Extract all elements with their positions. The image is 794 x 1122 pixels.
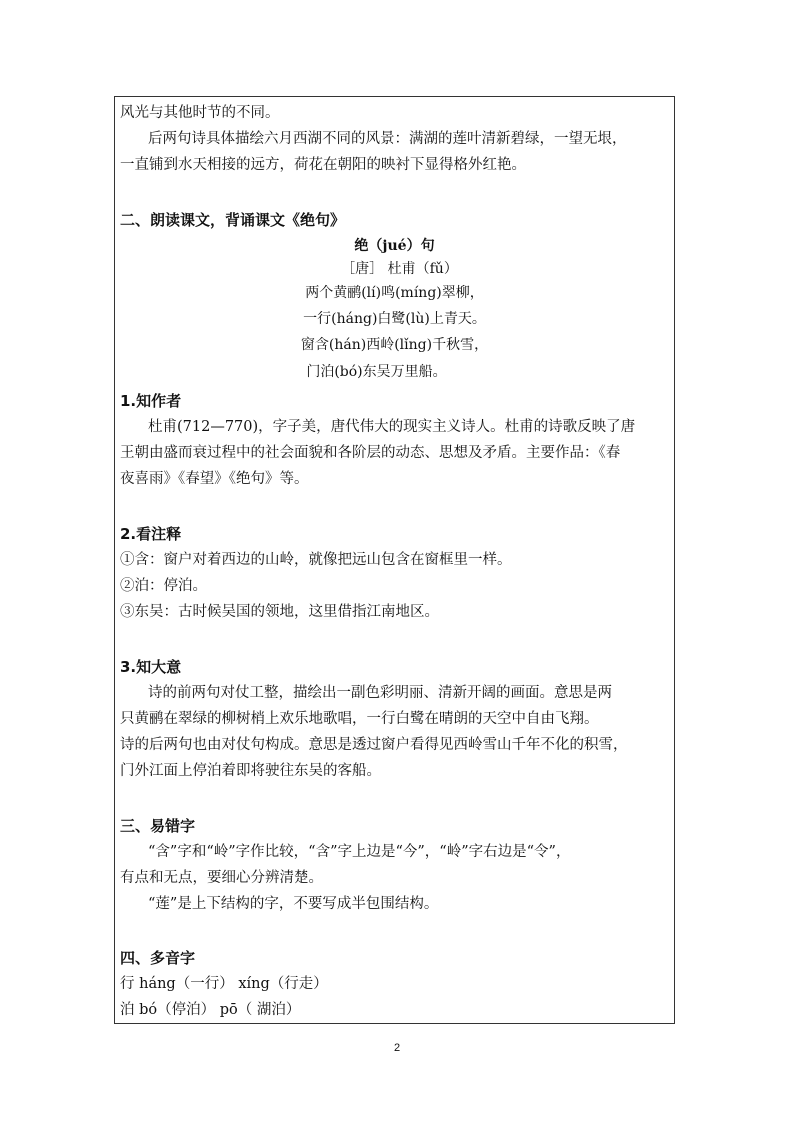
page-number: 2 (393, 1042, 401, 1054)
note-item: ①含：窗户对着西边的山岭，就像把远山包含在窗框里一样。 (120, 552, 512, 568)
poem-line: 窗含(hán)西岭(lǐng)千秋雪， (300, 337, 489, 353)
intro-line: 后两句诗具体描绘六月西湖不同的风景：满湖的莲叶清新碧绿，一望无垠， (148, 131, 627, 147)
meaning-line: 只黄鹂在翠绿的柳树梢上欢乐地歌唱，一行白鹭在晴朗的天空中自由飞翔。 (120, 711, 599, 727)
typo-line: 有点和无点，要细心分辨清楚。 (120, 870, 323, 886)
intro-line: 一直铺到水天相接的远方，荷花在朝阳的映衬下显得格外红艳。 (120, 157, 526, 173)
author-line: 夜喜雨》《春望》《绝句》等。 (120, 471, 309, 487)
section-heading-polyphone: 四、多音字 (120, 949, 196, 967)
polyphone-line: 泊 bó（停泊） pō（ 湖泊） (120, 1002, 301, 1018)
meaning-line: 门外江面上停泊着即将驶往东吴的客船。 (120, 763, 381, 779)
intro-line: 风光与其他时节的不同。 (120, 105, 280, 121)
poem-line: 两个黄鹂(lí)鸣(míng)翠柳， (305, 285, 484, 301)
polyphone-line: 行 háng（一行） xíng（行走） (120, 976, 328, 992)
poem-line: 门泊(bó)东吴万里船。 (306, 364, 447, 380)
note-item: ②泊：停泊。 (120, 578, 207, 594)
typo-line: “莲”是上下结构的字，不要写成半包围结构。 (148, 896, 439, 912)
meaning-line: 诗的前两句对仗工整，描绘出一副色彩明丽、清新开阔的画面。意思是两 (148, 685, 612, 701)
typo-line: “含”字和“岭”字作比较，“含”字上边是“今”，“岭”字右边是“令”， (148, 844, 571, 860)
poem-author: ［唐］ 杜甫（fǔ） (341, 261, 458, 277)
content-table-cell (114, 96, 675, 1024)
section-heading-meaning: 3.知大意 (120, 658, 182, 676)
poem-line: 一行(háng)白鹭(lù)上青天。 (303, 311, 486, 327)
section-heading-notes: 2.看注释 (120, 525, 182, 543)
section-heading-author: 1.知作者 (120, 392, 182, 410)
poem-title: 绝（jué）句 (354, 238, 435, 254)
author-line: 王朝由盛而衰过程中的社会面貌和各阶层的动态、思想及矛盾。主要作品：《春 (120, 445, 621, 461)
section-heading-typo: 三、易错字 (120, 817, 196, 835)
meaning-line: 诗的后两句也由对仗句构成。意思是透过窗户看得见西岭雪山千年不化的积雪， (120, 737, 628, 753)
author-line: 杜甫(712—770)，字子美，唐代伟大的现实主义诗人。杜甫的诗歌反映了唐 (148, 419, 636, 435)
section-heading-recite: 二、朗读课文，背诵课文《绝句》 (120, 211, 346, 229)
note-item: ③东吴：古时候吴国的领地，这里借指江南地区。 (120, 604, 439, 620)
